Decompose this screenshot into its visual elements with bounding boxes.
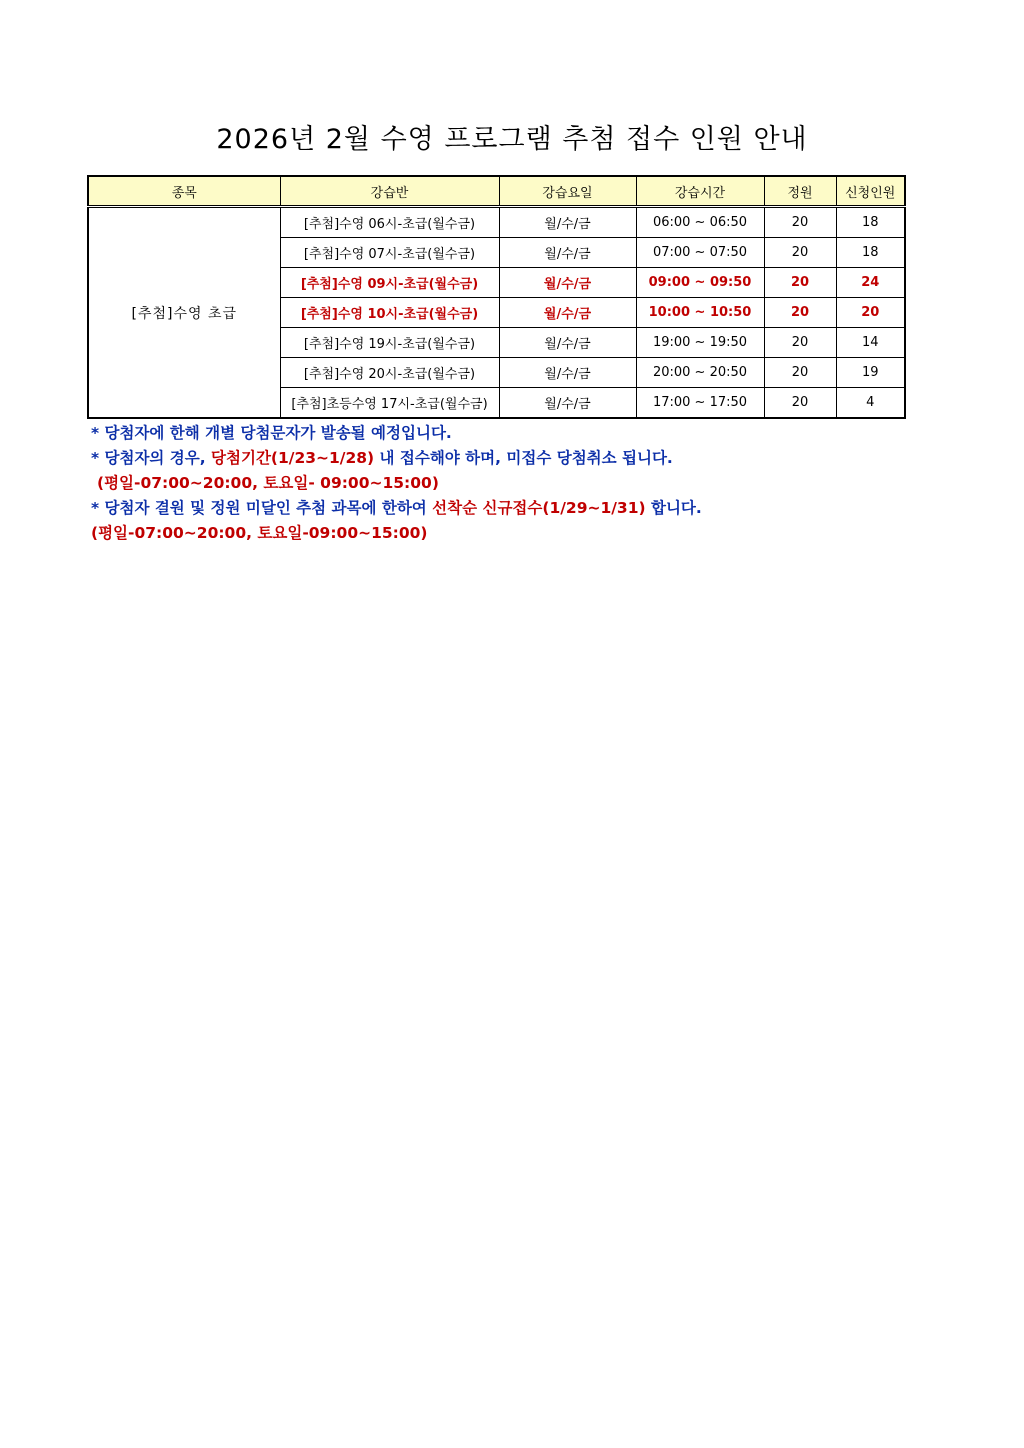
header-category: 종목 xyxy=(88,176,280,207)
class-cell: [추첨]초등수영 17시-초급(월수금) xyxy=(280,388,499,419)
category-cell: [추첨]수영 초급 xyxy=(88,207,280,419)
days-cell: 월/수/금 xyxy=(499,238,636,268)
class-cell: [추첨]수영 10시-초급(월수금) xyxy=(280,298,499,328)
note-first-come-suffix: 합니다. xyxy=(645,499,702,517)
capacity-cell: 20 xyxy=(764,358,836,388)
applicants-cell: 18 xyxy=(836,238,905,268)
capacity-cell: 20 xyxy=(764,328,836,358)
header-capacity: 정원 xyxy=(764,176,836,207)
days-cell: 월/수/금 xyxy=(499,268,636,298)
time-cell: 09:00 ~ 09:50 xyxy=(636,268,764,298)
time-cell: 19:00 ~ 19:50 xyxy=(636,328,764,358)
note-winner-period xyxy=(91,446,951,471)
applicants-cell: 14 xyxy=(836,328,905,358)
class-cell: [추첨]수영 20시-초급(월수금) xyxy=(280,358,499,388)
applicants-cell: 19 xyxy=(836,358,905,388)
capacity-cell: 20 xyxy=(764,298,836,328)
class-cell: [추첨]수영 07시-초급(월수금) xyxy=(280,238,499,268)
applicants-cell: 20 xyxy=(836,298,905,328)
header-applicants: 신청인원 xyxy=(836,176,905,207)
note-hours-2: (평일-07:00~20:00, 토요일-09:00~15:00) xyxy=(91,524,428,542)
note-winner-sms: * 당첨자에 한해 개별 당첨문자가 발송될 예정입니다. xyxy=(91,424,452,442)
schedule-table xyxy=(87,175,906,419)
time-cell: 17:00 ~ 17:50 xyxy=(636,388,764,419)
note-hours-1: (평일-07:00~20:00, 토요일- 09:00~15:00) xyxy=(97,474,439,492)
capacity-cell: 20 xyxy=(764,207,836,238)
applicants-cell: 4 xyxy=(836,388,905,419)
note-winner-period-dates: 당첨기간(1/23~1/28) xyxy=(211,449,375,467)
note-winner-period-suffix: 내 접수해야 하며, 미접수 당첨취소 됩니다. xyxy=(374,449,673,467)
time-cell: 20:00 ~ 20:50 xyxy=(636,358,764,388)
notes-section xyxy=(91,421,951,546)
applicants-cell: 24 xyxy=(836,268,905,298)
time-cell: 06:00 ~ 06:50 xyxy=(636,207,764,238)
days-cell: 월/수/금 xyxy=(499,358,636,388)
class-cell: [추첨]수영 06시-초급(월수금) xyxy=(280,207,499,238)
table-row xyxy=(88,207,905,238)
capacity-cell: 20 xyxy=(764,388,836,419)
time-cell: 10:00 ~ 10:50 xyxy=(636,298,764,328)
days-cell: 월/수/금 xyxy=(499,298,636,328)
class-cell: [추첨]수영 19시-초급(월수금) xyxy=(280,328,499,358)
capacity-cell: 20 xyxy=(764,238,836,268)
header-class: 강습반 xyxy=(280,176,499,207)
note-first-come-dates: 선착순 신규접수(1/29~1/31) xyxy=(432,499,646,517)
time-cell: 07:00 ~ 07:50 xyxy=(636,238,764,268)
class-cell: [추첨]수영 09시-초급(월수금) xyxy=(280,268,499,298)
capacity-cell: 20 xyxy=(764,268,836,298)
days-cell: 월/수/금 xyxy=(499,207,636,238)
page-title: 2026년 2월 수영 프로그램 추첨 접수 인원 안내 xyxy=(216,124,808,155)
days-cell: 월/수/금 xyxy=(499,328,636,358)
header-days: 강습요일 xyxy=(499,176,636,207)
note-first-come xyxy=(91,496,951,521)
table-header-row xyxy=(88,176,905,207)
header-time: 강습시간 xyxy=(636,176,764,207)
applicants-cell: 18 xyxy=(836,207,905,238)
note-winner-period-prefix: * 당첨자의 경우, xyxy=(91,449,212,467)
days-cell: 월/수/금 xyxy=(499,388,636,419)
note-first-come-prefix: * 당첨자 결원 및 정원 미달인 추첨 과목에 한하여 xyxy=(91,499,433,517)
